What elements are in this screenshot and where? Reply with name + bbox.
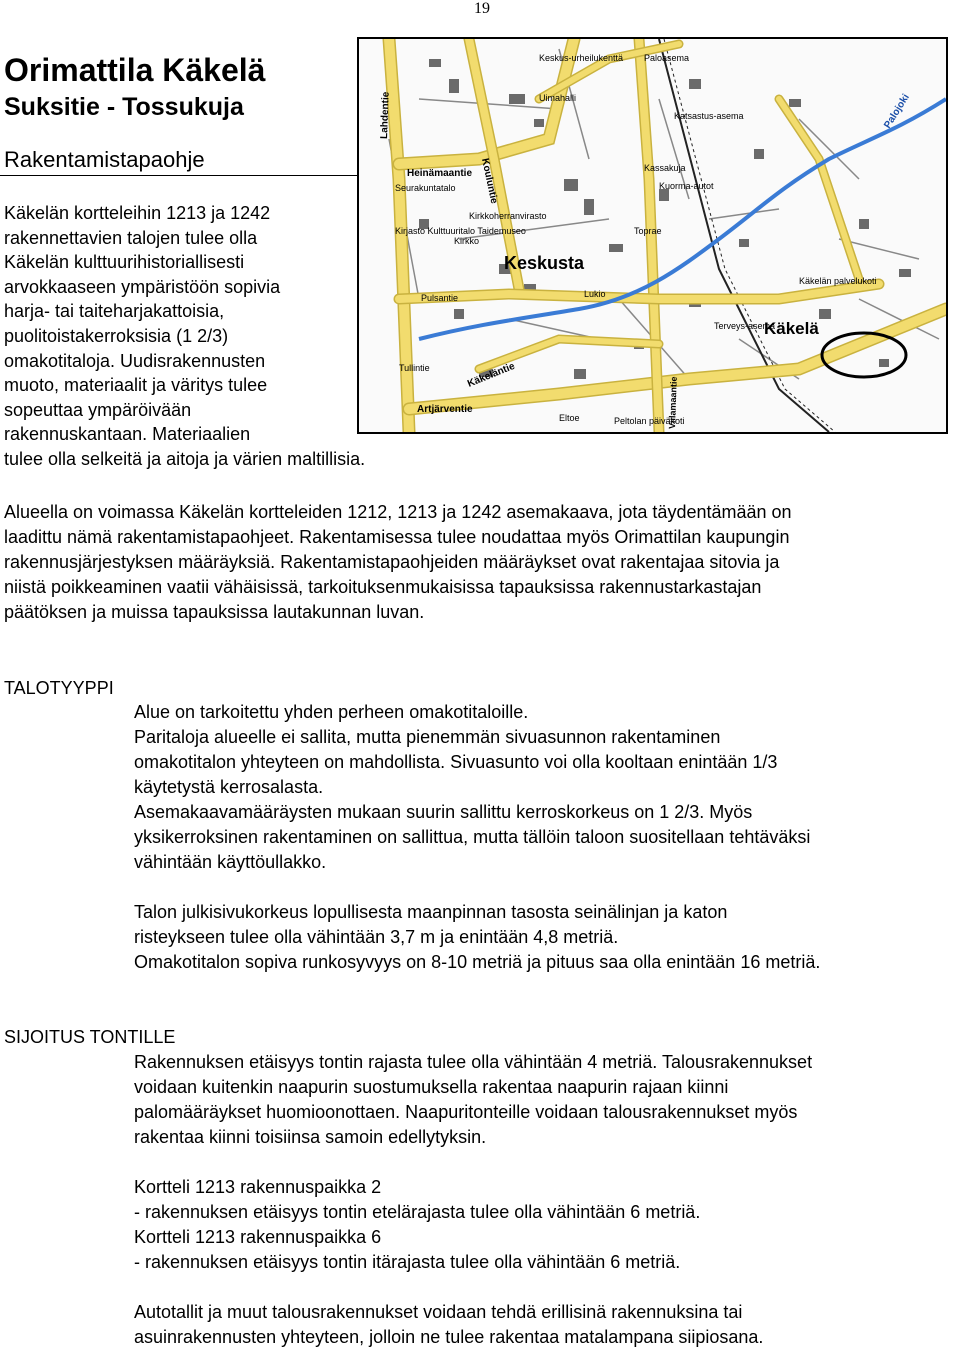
paragraph-line: päätöksen ja muissa tapauksissa lautakunnan luvan. xyxy=(4,602,425,622)
map-label-kuorma: Kuorma-autot xyxy=(659,181,714,191)
regulation-paragraph xyxy=(4,500,960,625)
paragraph-line: niistä poikkeaminen vaatii vähäisissä, tarkoituksenmukaisissa tapauksissa rakennustarkastajan xyxy=(4,577,762,597)
sijoitus-line: Kortteli 1213 rakennuspaikka 2 xyxy=(134,1177,382,1197)
map-label-kassakuja: Kassakuja xyxy=(644,163,686,173)
paragraph-line: laadittu nämä rakentamistapaohjeet. Rakentamisessa tulee noudattaa myös Orimattilan kaupungin xyxy=(4,527,790,547)
section-title: Rakentamistapaohje xyxy=(4,147,205,172)
map-label-heinamaantie: Heinämaantie xyxy=(407,168,473,179)
location-map xyxy=(357,37,948,434)
talotyyppi-line: Asemakaavamääräysten mukaan suurin sallittu kerroskorkeus on 1 2/3. Myös xyxy=(134,802,753,822)
intro-line: Käkelän kulttuurihistoriallisesti xyxy=(4,252,245,273)
sijoitus-text-a xyxy=(134,1050,960,1150)
intro-line: tulee olla selkeitä ja aitoja ja värien maltillisia. xyxy=(4,448,366,469)
map-label-eltoe: Eltoe xyxy=(559,413,580,423)
map-label-paloasema: Paloasema xyxy=(644,53,690,63)
intro-line: rakennettavien talojen tulee olla xyxy=(4,227,258,248)
map-label-keskusta: Keskusta xyxy=(504,253,585,273)
intro-line: omakotitaloja. Uudisrakennusten xyxy=(4,350,266,371)
talotyyppi-line: omakotitalon yhteyteen on mahdollista. Sivuasunto voi olla kooltaan enintään 1/3 xyxy=(134,752,778,772)
map-label-urheilukentta: Keskus-urheilukenttä xyxy=(539,53,624,63)
sijoitus-text-c xyxy=(134,1300,960,1350)
map-label-kakelantie: Käkeläntie xyxy=(466,360,517,390)
sijoitus-line: rakentaa kiinni toisiinsa samoin edellytyksin. xyxy=(134,1127,487,1147)
talotyyppi-line: Paritaloja alueelle ei sallita, mutta pienemmän sivuasunnon rakentaminen xyxy=(134,727,721,747)
page-title: Orimattila Käkelä xyxy=(4,52,266,88)
map-label-viilamaantie: Viilamaantie xyxy=(667,376,679,430)
talotyyppi-line: Alue on tarkoitettu yhden perheen omakotitaloille. xyxy=(134,702,529,722)
talotyyppi-line: käytetystä kerrosalasta. xyxy=(134,777,324,797)
map-label-artjarventie: Artjärventie xyxy=(417,404,473,415)
map-label-kirjasto: Kirjasto Kulttuuritalo Taidemuseo xyxy=(395,226,526,236)
map-label-seurakunta: Seurakuntatalo xyxy=(395,183,456,193)
intro-line: arvokkaaseen ympäristöön sopivia xyxy=(4,276,281,297)
sijoitus-line: - rakennuksen etäisyys tontin itärajasta tulee olla vähintään 6 metriä. xyxy=(134,1252,681,1272)
talotyyppi-line: Omakotitalon sopiva runkosyvyys on 8-10 metriä ja pituus saa olla enintään 16 metriä. xyxy=(134,952,821,972)
intro-line: puolitoistakerroksisia (1 2/3) xyxy=(4,325,229,346)
talotyyppi-line: risteykseen tulee olla vähintään 3,7 m ja enintään 4,8 metriä. xyxy=(134,927,619,947)
map-label-peltolan: Peltolan päiväkoti xyxy=(614,416,685,426)
page-subtitle: Suksitie - Tossukuja xyxy=(4,93,244,121)
map-label-terveysasema: Terveys-asema xyxy=(714,321,776,331)
sijoitus-heading: SIJOITUS TONTILLE xyxy=(4,1027,176,1047)
map-label-uimahalli: Uimahalli xyxy=(539,93,577,103)
paragraph-line: rakennusjärjestyksen määräyksiä. Rakentamistapaohjeiden määräykset ovat rakentajaa sitovia ja xyxy=(4,552,780,572)
intro-line: muoto, materiaalit ja väritys tulee xyxy=(4,375,268,396)
talotyyppi-text-a xyxy=(134,700,960,875)
talotyyppi-heading: TALOTYYPPI xyxy=(4,678,114,698)
sijoitus-line: Autotallit ja muut talousrakennukset voidaan tehdä erillisinä rakennuksina tai xyxy=(134,1302,743,1322)
map-label-pulsantie: Pulsantie xyxy=(421,293,459,303)
title-divider xyxy=(0,175,358,176)
map-label-lahdentie: Lahdentie xyxy=(379,91,392,140)
map-label-tullintie: Tullintie xyxy=(399,363,430,373)
map-label-lukio: Lukio xyxy=(584,289,606,299)
paragraph-line: Alueella on voimassa Käkelän kortteleiden 1212, 1213 ja 1242 asemakaava, jota täydentämään on xyxy=(4,502,792,522)
sijoitus-line: - rakennuksen etäisyys tontin etelärajasta tulee olla vähintään 6 metriä. xyxy=(134,1202,701,1222)
sijoitus-text-b xyxy=(134,1175,960,1275)
talotyyppi-text-b xyxy=(134,900,960,975)
map-label-kouluntie: Kouluntie xyxy=(479,157,500,205)
map-label-kirkko: Kirkko xyxy=(454,236,480,246)
map-label-palvelukoti: Käkelän palvelukoti xyxy=(799,276,877,286)
sijoitus-line: Rakennuksen etäisyys tontin rajasta tulee olla vähintään 4 metriä. Talousrakennukset xyxy=(134,1052,813,1072)
talotyyppi-line: vähintään käyttöullakko. xyxy=(134,852,327,872)
intro-line: sopeuttaa ympäröivään xyxy=(4,399,192,420)
map-label-kakela: Käkelä xyxy=(764,319,819,338)
intro-line: harja- tai taiteharjakattoisia, xyxy=(4,301,225,322)
intro-line: Käkelän kortteleihin 1213 ja 1242 xyxy=(4,203,271,223)
talotyyppi-line: Talon julkisivukorkeus lopullisesta maanpinnan tasosta seinälinjan ja katon xyxy=(134,902,728,922)
map-label-katsastus: Katsastus-asema xyxy=(674,111,744,121)
map-drawing xyxy=(359,39,946,432)
page-number: 19 xyxy=(474,0,490,17)
sijoitus-line: asuinrakennusten yhteyteen, jolloin ne tulee rakentaa matalampana siipiosana. xyxy=(134,1327,764,1347)
map-label-toprae: Toprae xyxy=(634,226,662,236)
intro-line: rakennuskantaan. Materiaalien xyxy=(4,424,251,445)
talotyyppi-line: yksikerroksinen rakentaminen on sallittua, mutta tällöin taloon suositellaan tehtäväksi xyxy=(134,827,811,847)
map-label-palojoki: Palojoki xyxy=(882,92,912,131)
sijoitus-line: voidaan kuitenkin naapurin suostumuksella rakentaa naapurin rajaan kiinni xyxy=(134,1077,729,1097)
sijoitus-line: Kortteli 1213 rakennuspaikka 6 xyxy=(134,1227,382,1247)
sijoitus-line: palomääräykset huomioonottaen. Naapuritonteille voidaan talousrakennukset myös xyxy=(134,1102,798,1122)
map-label-kirkkoherra: Kirkkoherranvirasto xyxy=(469,211,547,221)
